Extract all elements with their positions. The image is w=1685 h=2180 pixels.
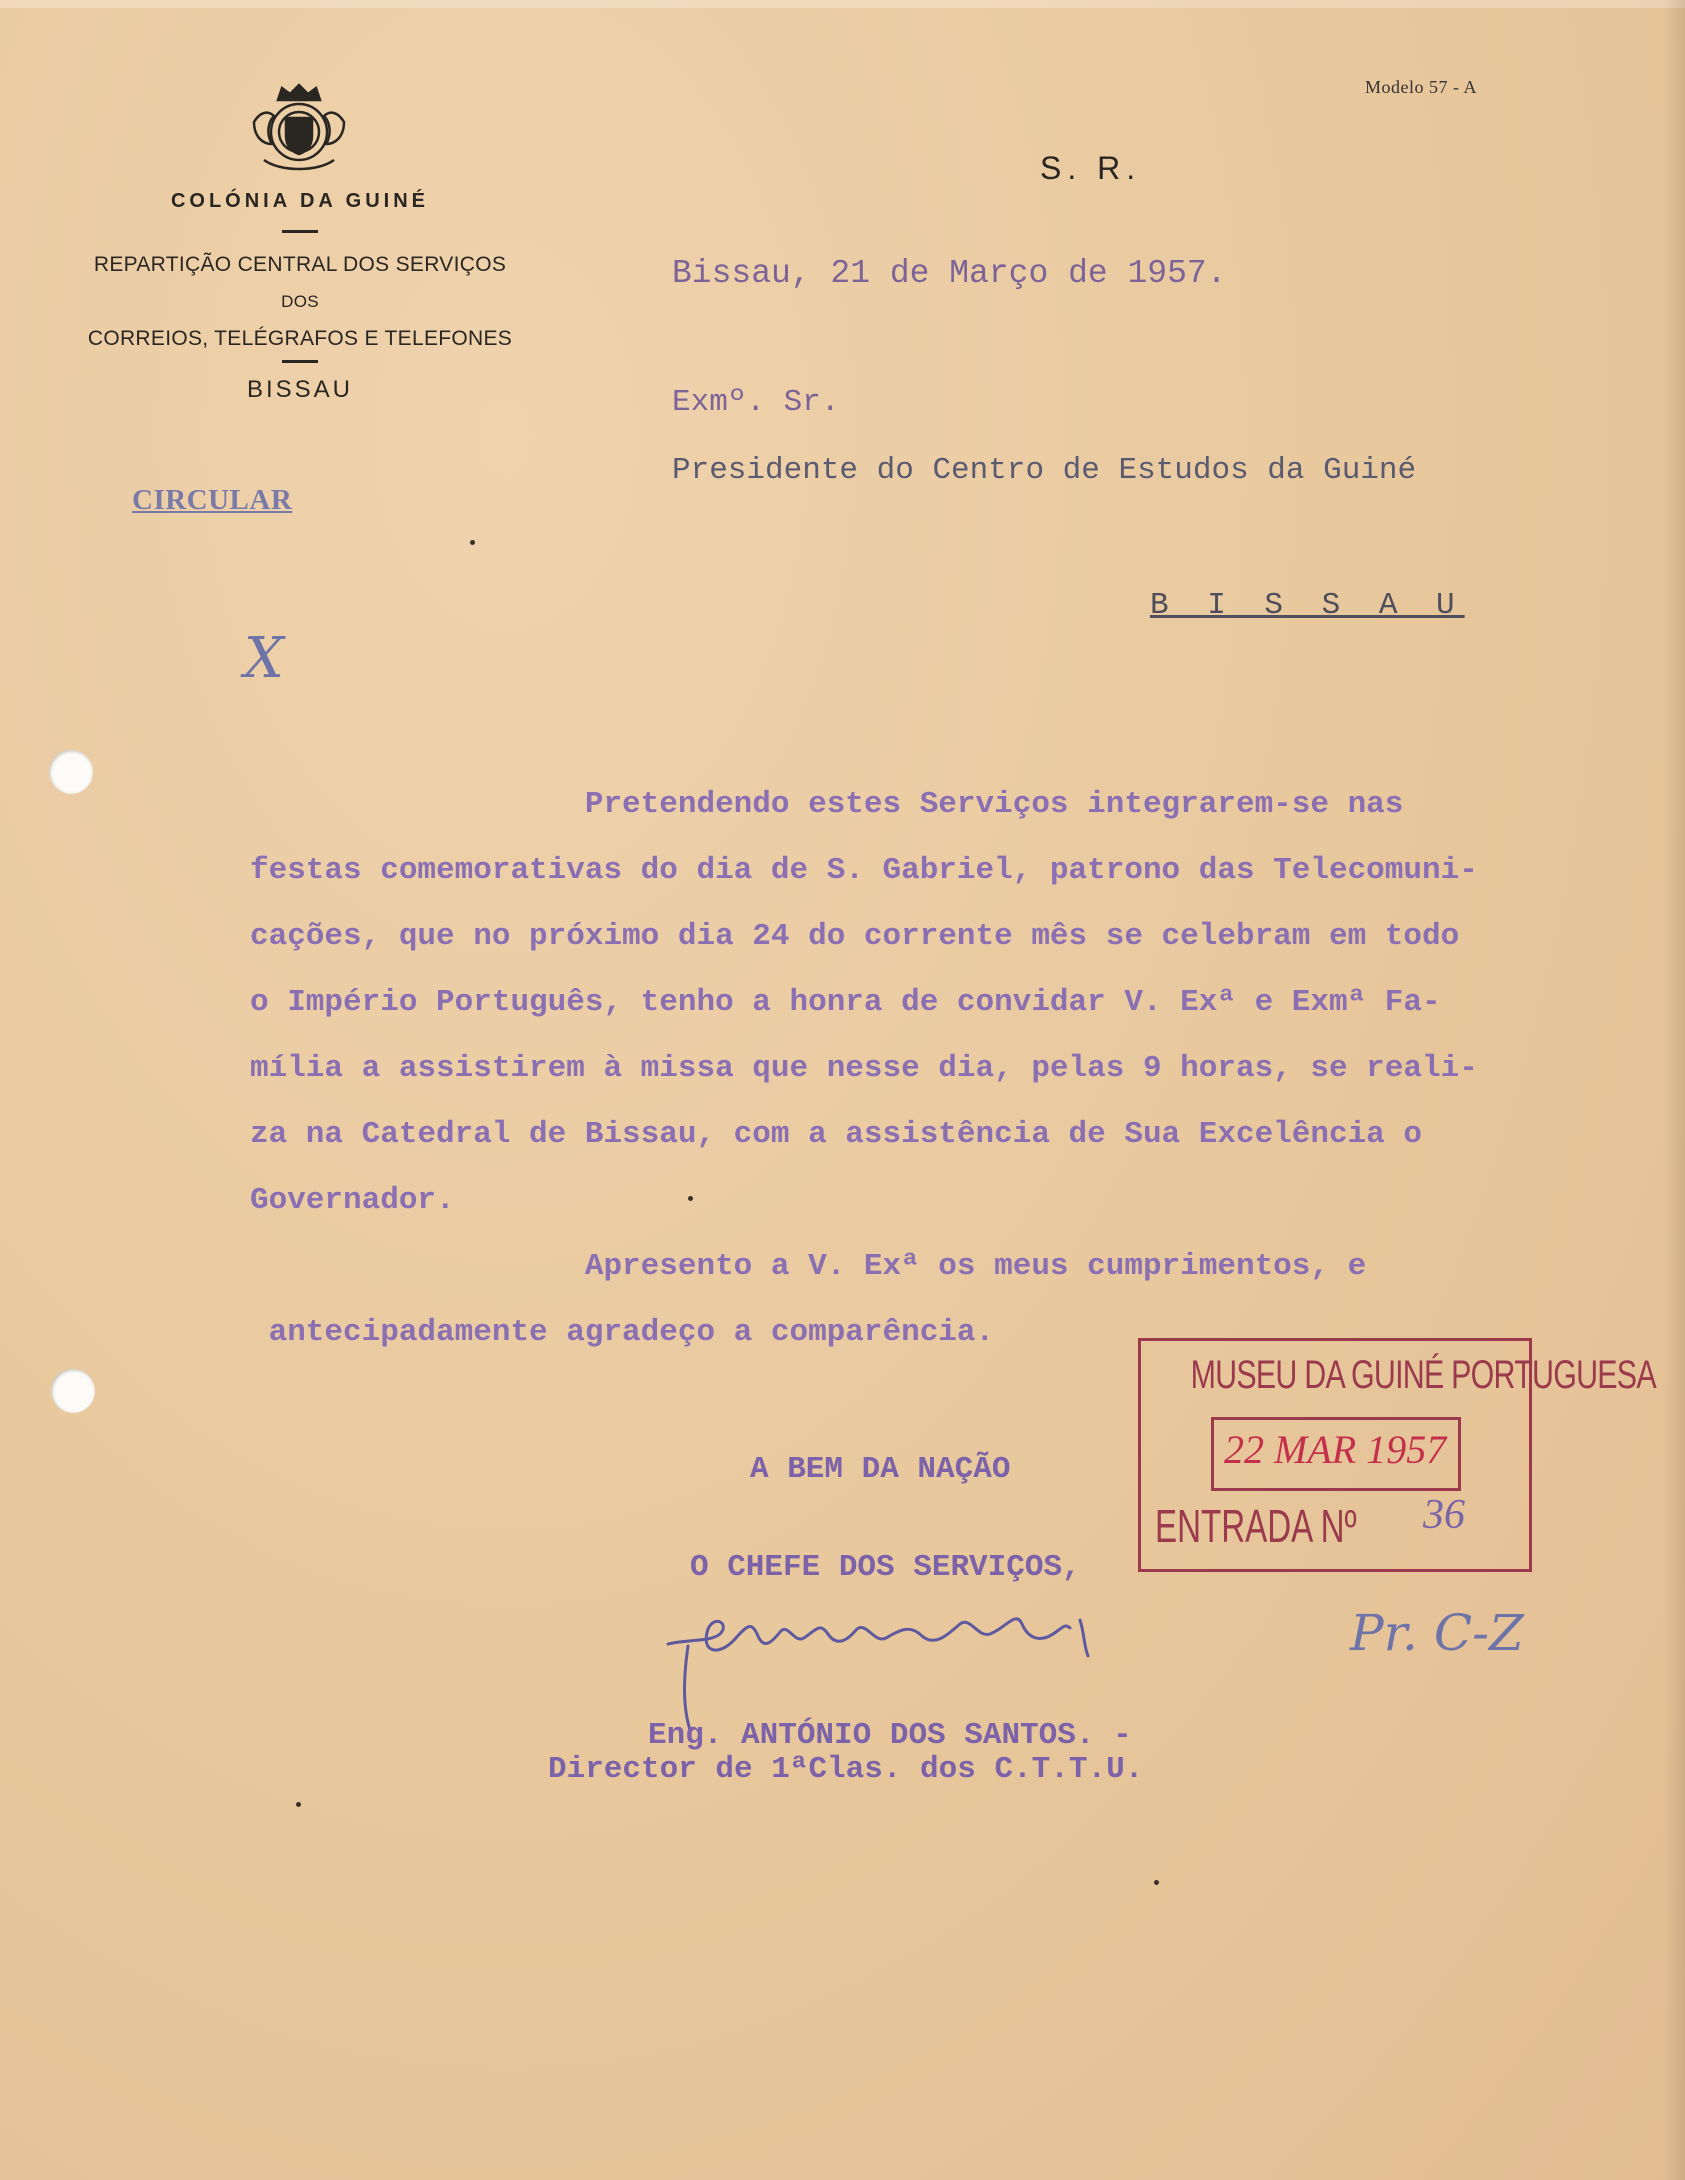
divider (282, 360, 318, 363)
department-block (60, 246, 540, 357)
punch-hole (51, 1369, 95, 1413)
form-model-number: Modelo 57 - A (1365, 77, 1477, 97)
reference-note: Pr. C-Z (1350, 1604, 1524, 1662)
body-line: Apresento a V. Exª os meus cumprimentos, e (250, 1249, 1367, 1284)
body-line: o Império Português, tenho a honra de convidar V. Exª e Exmª Fa- (250, 985, 1441, 1020)
letter-body (250, 772, 1590, 1366)
body-line: za na Catedral de Bissau, com a assistência de Sua Excelência o (250, 1117, 1422, 1152)
punch-hole (49, 750, 93, 794)
page-right-edge (1663, 0, 1685, 2180)
stamp-museum-name: MUSEU DA GUINÉ PORTUGUESA (1190, 1353, 1656, 1397)
letterhead-city: BISSAU (246, 376, 354, 403)
sr-mark: S. R. (1040, 150, 1142, 186)
margin-mark: X (244, 626, 284, 691)
museum-receipt-stamp (1138, 1338, 1656, 1572)
body-line: Pretendendo estes Serviços integrarem-se nas (250, 787, 1404, 822)
office-title: O CHEFE DOS SERVIÇOS, (690, 1550, 1081, 1585)
page-top-edge (0, 0, 1685, 8)
coat-of-arms-icon (246, 82, 352, 178)
divider (282, 230, 318, 233)
body-line: Governador. (250, 1183, 455, 1218)
recipient: Presidente do Centro de Estudos da Guiné (672, 453, 1417, 488)
department-line: REPARTIÇÃO CENTRAL DOS SERVIÇOS (93, 253, 507, 276)
stamp-entry-number: 36 (1423, 1492, 1465, 1538)
department-line: CORREIOS, TELÉGRAFOS E TELEFONES (87, 327, 513, 350)
recipient-city: B I S S A U (1150, 588, 1465, 623)
stamp-date-box (1211, 1417, 1461, 1491)
body-line: antecipadamente agradeço a comparência. (250, 1315, 995, 1350)
stamp-date: 22 MAR 1957 (1224, 1427, 1447, 1472)
closing-formula: A BEM DA NAÇÃO (750, 1452, 1011, 1487)
body-line: mília a assistirem à missa que nesse dia, pelas 9 horas, se reali- (250, 1051, 1478, 1086)
body-line: festas comemorativas do dia de S. Gabriel, patrono das Telecomuni- (250, 853, 1478, 888)
circular-label: CIRCULAR (132, 484, 293, 516)
department-line: DOS (281, 292, 319, 311)
stamp-entry-label: ENTRADA Nº (1155, 1500, 1357, 1552)
signer-title: Director de 1ªClas. dos C.T.T.U. (548, 1752, 1144, 1787)
body-line: cações, que no próximo dia 24 do corrente mês se celebram em todo (250, 919, 1460, 954)
colony-name: COLÓNIA DA GUINÉ (170, 190, 430, 212)
signer-name: Eng. ANTÓNIO DOS SANTOS. - (648, 1718, 1132, 1753)
signature (660, 1584, 1180, 1734)
letter-date: Bissau, 21 de Março de 1957. (672, 255, 1227, 292)
salutation: Exmº. Sr. (672, 385, 840, 420)
